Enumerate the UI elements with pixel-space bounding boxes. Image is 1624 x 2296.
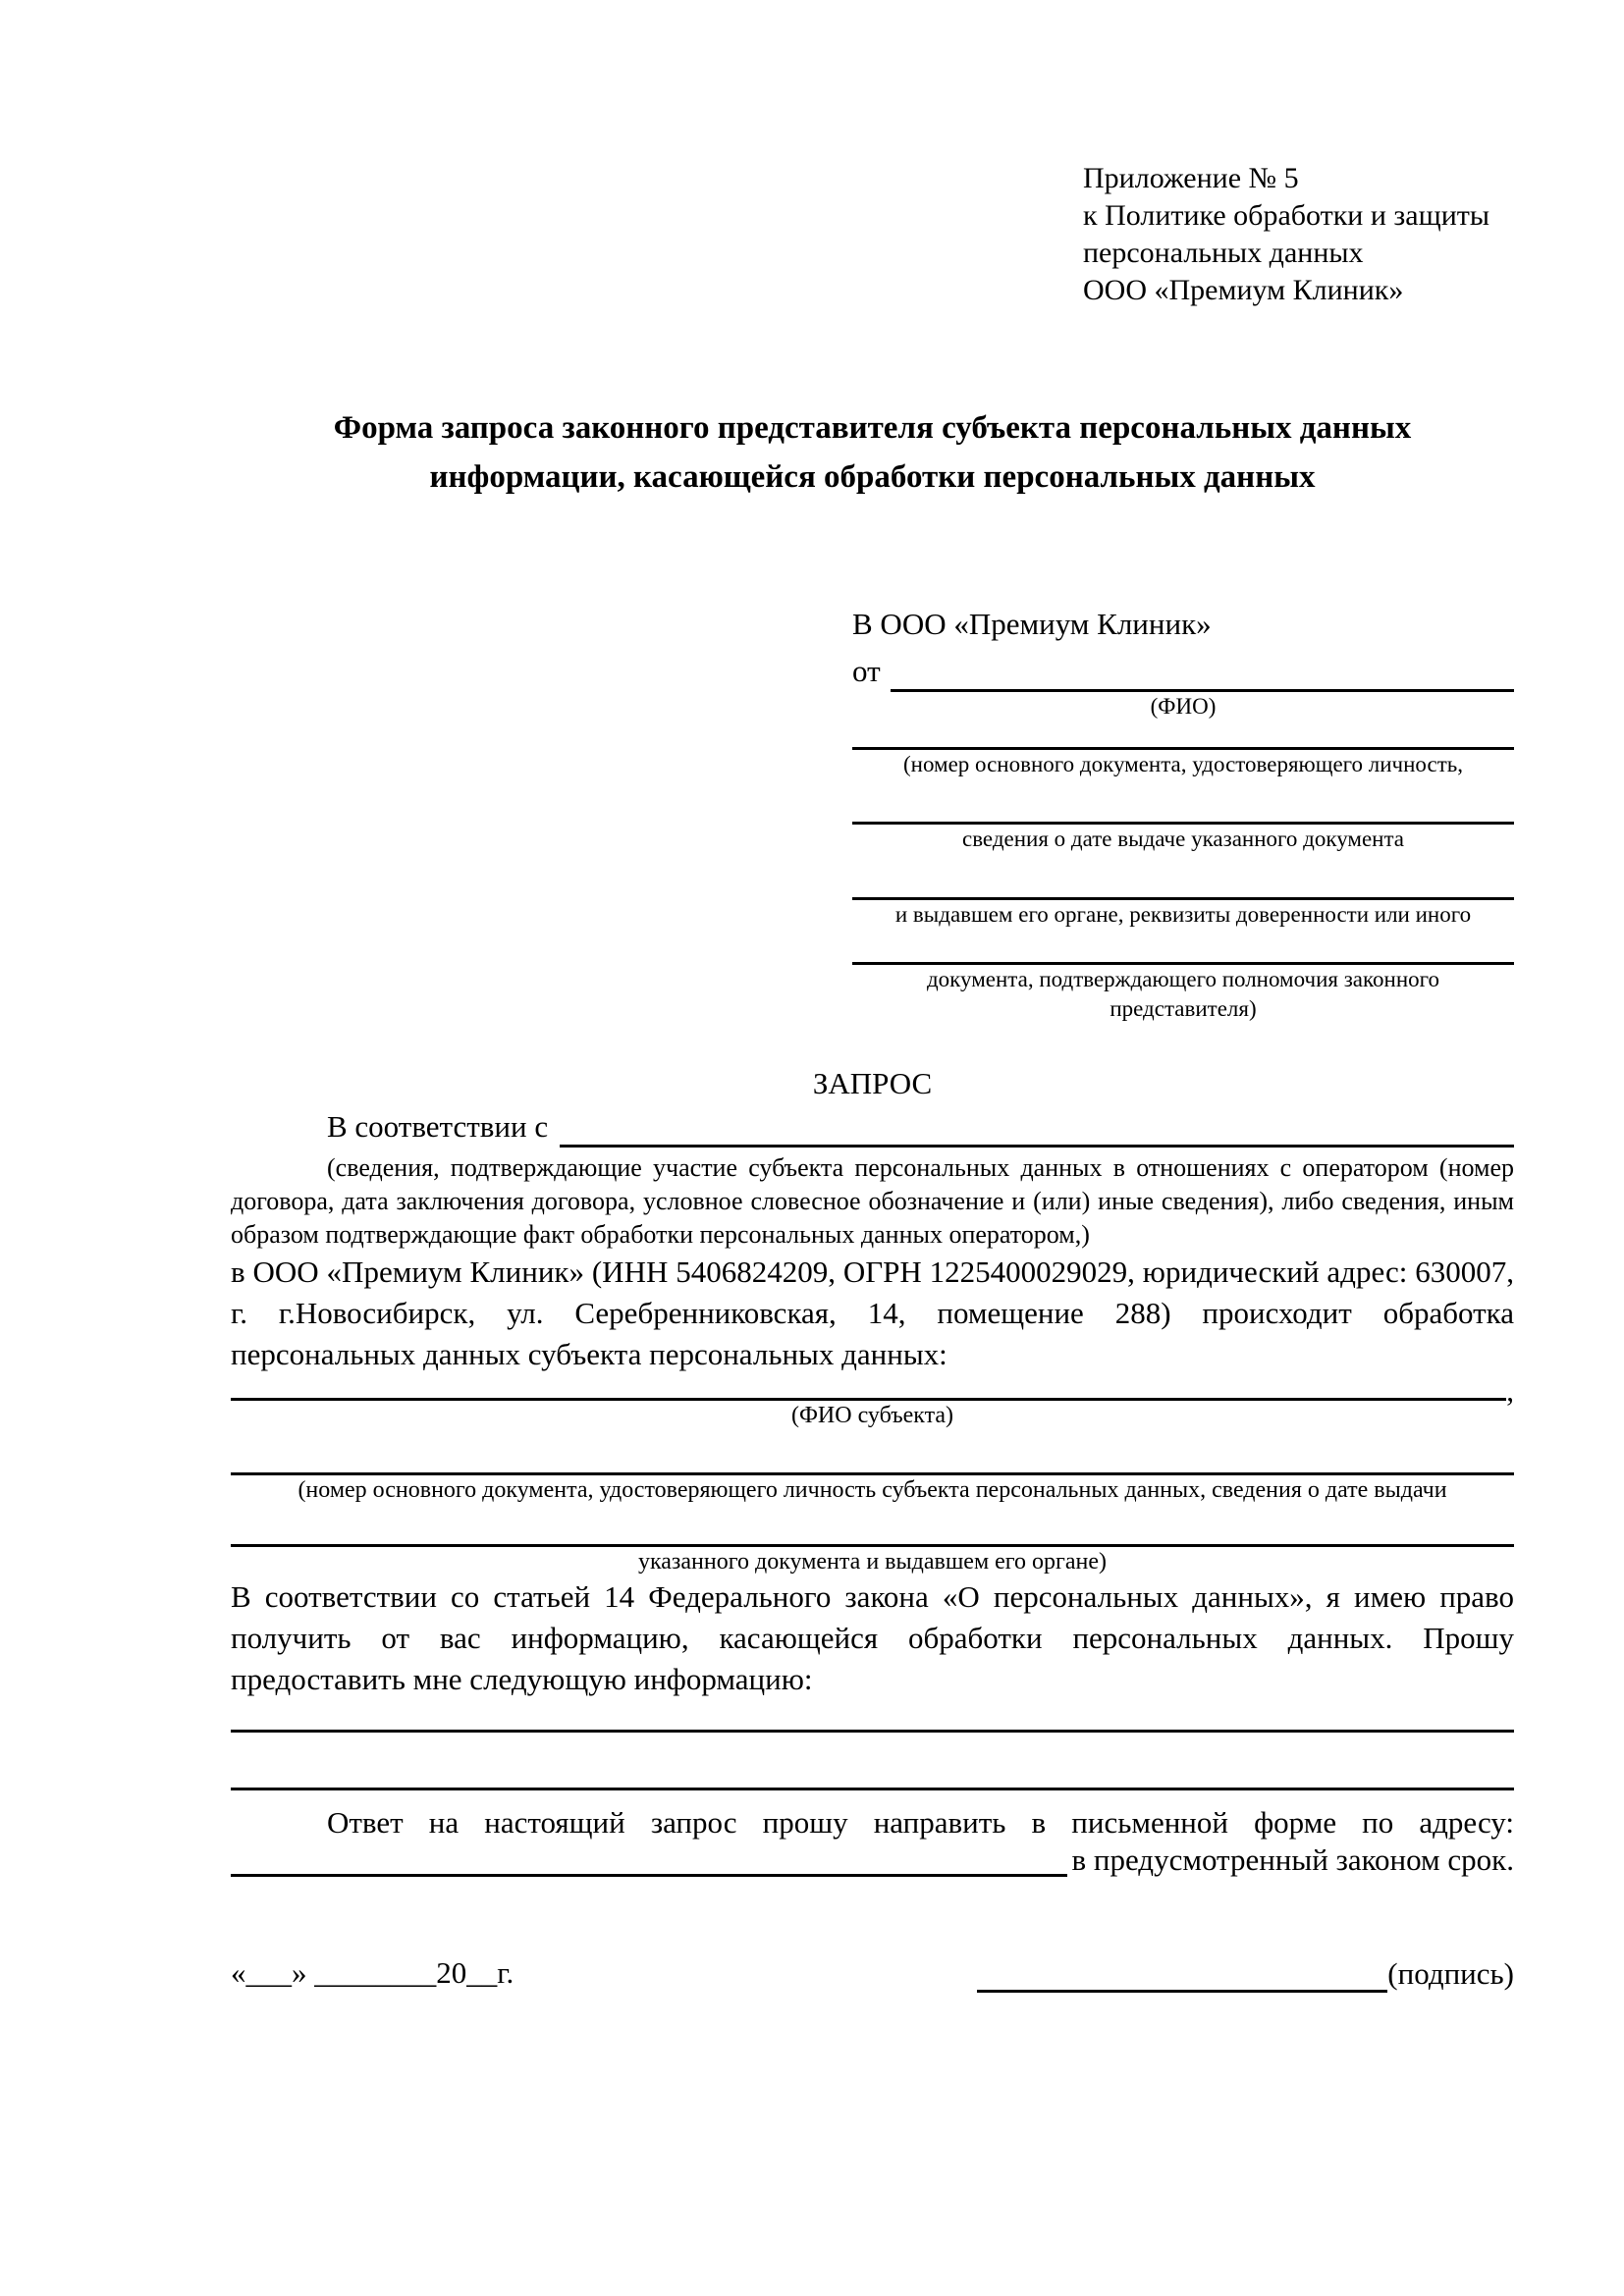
appendix-policy-line2: персональных данных xyxy=(1083,237,1364,269)
issuing-authority-caption: и выдавшем его органе, реквизиты доверенности или иного xyxy=(894,902,1472,927)
information-blank-line2 xyxy=(231,1788,1514,1790)
fio-caption: (ФИО) xyxy=(1150,694,1217,719)
signature-blank-line xyxy=(977,1956,1387,1993)
reply-address-row xyxy=(231,1843,1514,1877)
information-blank-line1 xyxy=(231,1730,1514,1733)
authority-document-caption: документа, подтверждающего полномочия законного представителя) xyxy=(926,967,1439,1021)
document-number-caption: (номер основного документа, удостоверяющего личность, xyxy=(902,752,1463,776)
footer-row xyxy=(231,1953,1514,1993)
subject-fio-row xyxy=(231,1373,1514,1408)
date-line: «___» ________20__г. xyxy=(231,1955,514,1990)
trailing-comma: , xyxy=(1506,1373,1514,1408)
page-title-line2: информации, касающейся обработки персональных данных xyxy=(429,459,1316,495)
page-title-line1: Форма запроса законного представителя субъекта персональных данных xyxy=(333,410,1412,446)
from-fio-blank-line xyxy=(891,656,1514,692)
page-title xyxy=(231,403,1514,502)
subject-fio-caption: (ФИО субъекта) xyxy=(790,1403,954,1428)
appendix-number: Приложение № 5 xyxy=(1083,162,1299,194)
law-paragraph: В соответствии со статьей 14 Федерального закона «О персональных данных», я имею право получить от вас информацию, касающейся обработки персональных данных. Прошу предоставить мне следующую информацию: xyxy=(231,1579,1514,1696)
issue-date-caption: сведения о дате выдаче указанного документа xyxy=(961,827,1405,851)
appendix-policy-line: к Политике обработки и защиты xyxy=(1083,199,1490,232)
reply-tail: в предусмотренный законом срок. xyxy=(1071,1842,1514,1877)
opening-row xyxy=(231,1106,1514,1148)
signature-caption: (подпись) xyxy=(1387,1956,1514,1991)
reply-paragraph: Ответ на настоящий запрос прошу направить в письменной форме по адресу: xyxy=(327,1805,1514,1840)
addressee-block xyxy=(852,604,1514,1024)
addressee-to: В ООО «Премиум Клиник» xyxy=(852,607,1212,641)
reply-address-blank-line xyxy=(231,1841,1067,1877)
subject-fio-blank-line xyxy=(231,1372,1506,1401)
operator-paragraph: в ООО «Премиум Клиник» (ИНН 5406824209, ОГРН 1225400029029, юридический адрес: 630007, г. г.Новосибирск, ул. Серебренниковская, 14, помещение 288) происходит обработка персональных данных субъекта персональных данных: xyxy=(231,1255,1514,1371)
signature-group xyxy=(977,1955,1514,1993)
subject-document-caption2: указанного документа и выдавшем его органе) xyxy=(637,1549,1108,1575)
basis-note: (сведения, подтверждающие участие субъекта персональных данных в отношениях с оператором (номер договора, дата заключения договора, условное словесное обозначение и (или) иные сведения), либо сведения, иным образом подтверждающие факт обработки персональных данных оператором,) xyxy=(231,1153,1514,1249)
request-heading: ЗАПРОС xyxy=(812,1066,933,1100)
appendix-company: ООО «Премиум Клиник» xyxy=(1083,274,1404,306)
subject-document-caption1: (номер основного документа, удостоверяющего личность субъекта персональных данных, сведения о дате выдачи xyxy=(298,1477,1447,1503)
basis-blank-line xyxy=(560,1111,1514,1148)
from-label: от xyxy=(852,654,881,688)
appendix-header xyxy=(1083,160,1514,309)
from-row xyxy=(852,651,1514,692)
opening-label: В соответствии с xyxy=(327,1109,549,1144)
